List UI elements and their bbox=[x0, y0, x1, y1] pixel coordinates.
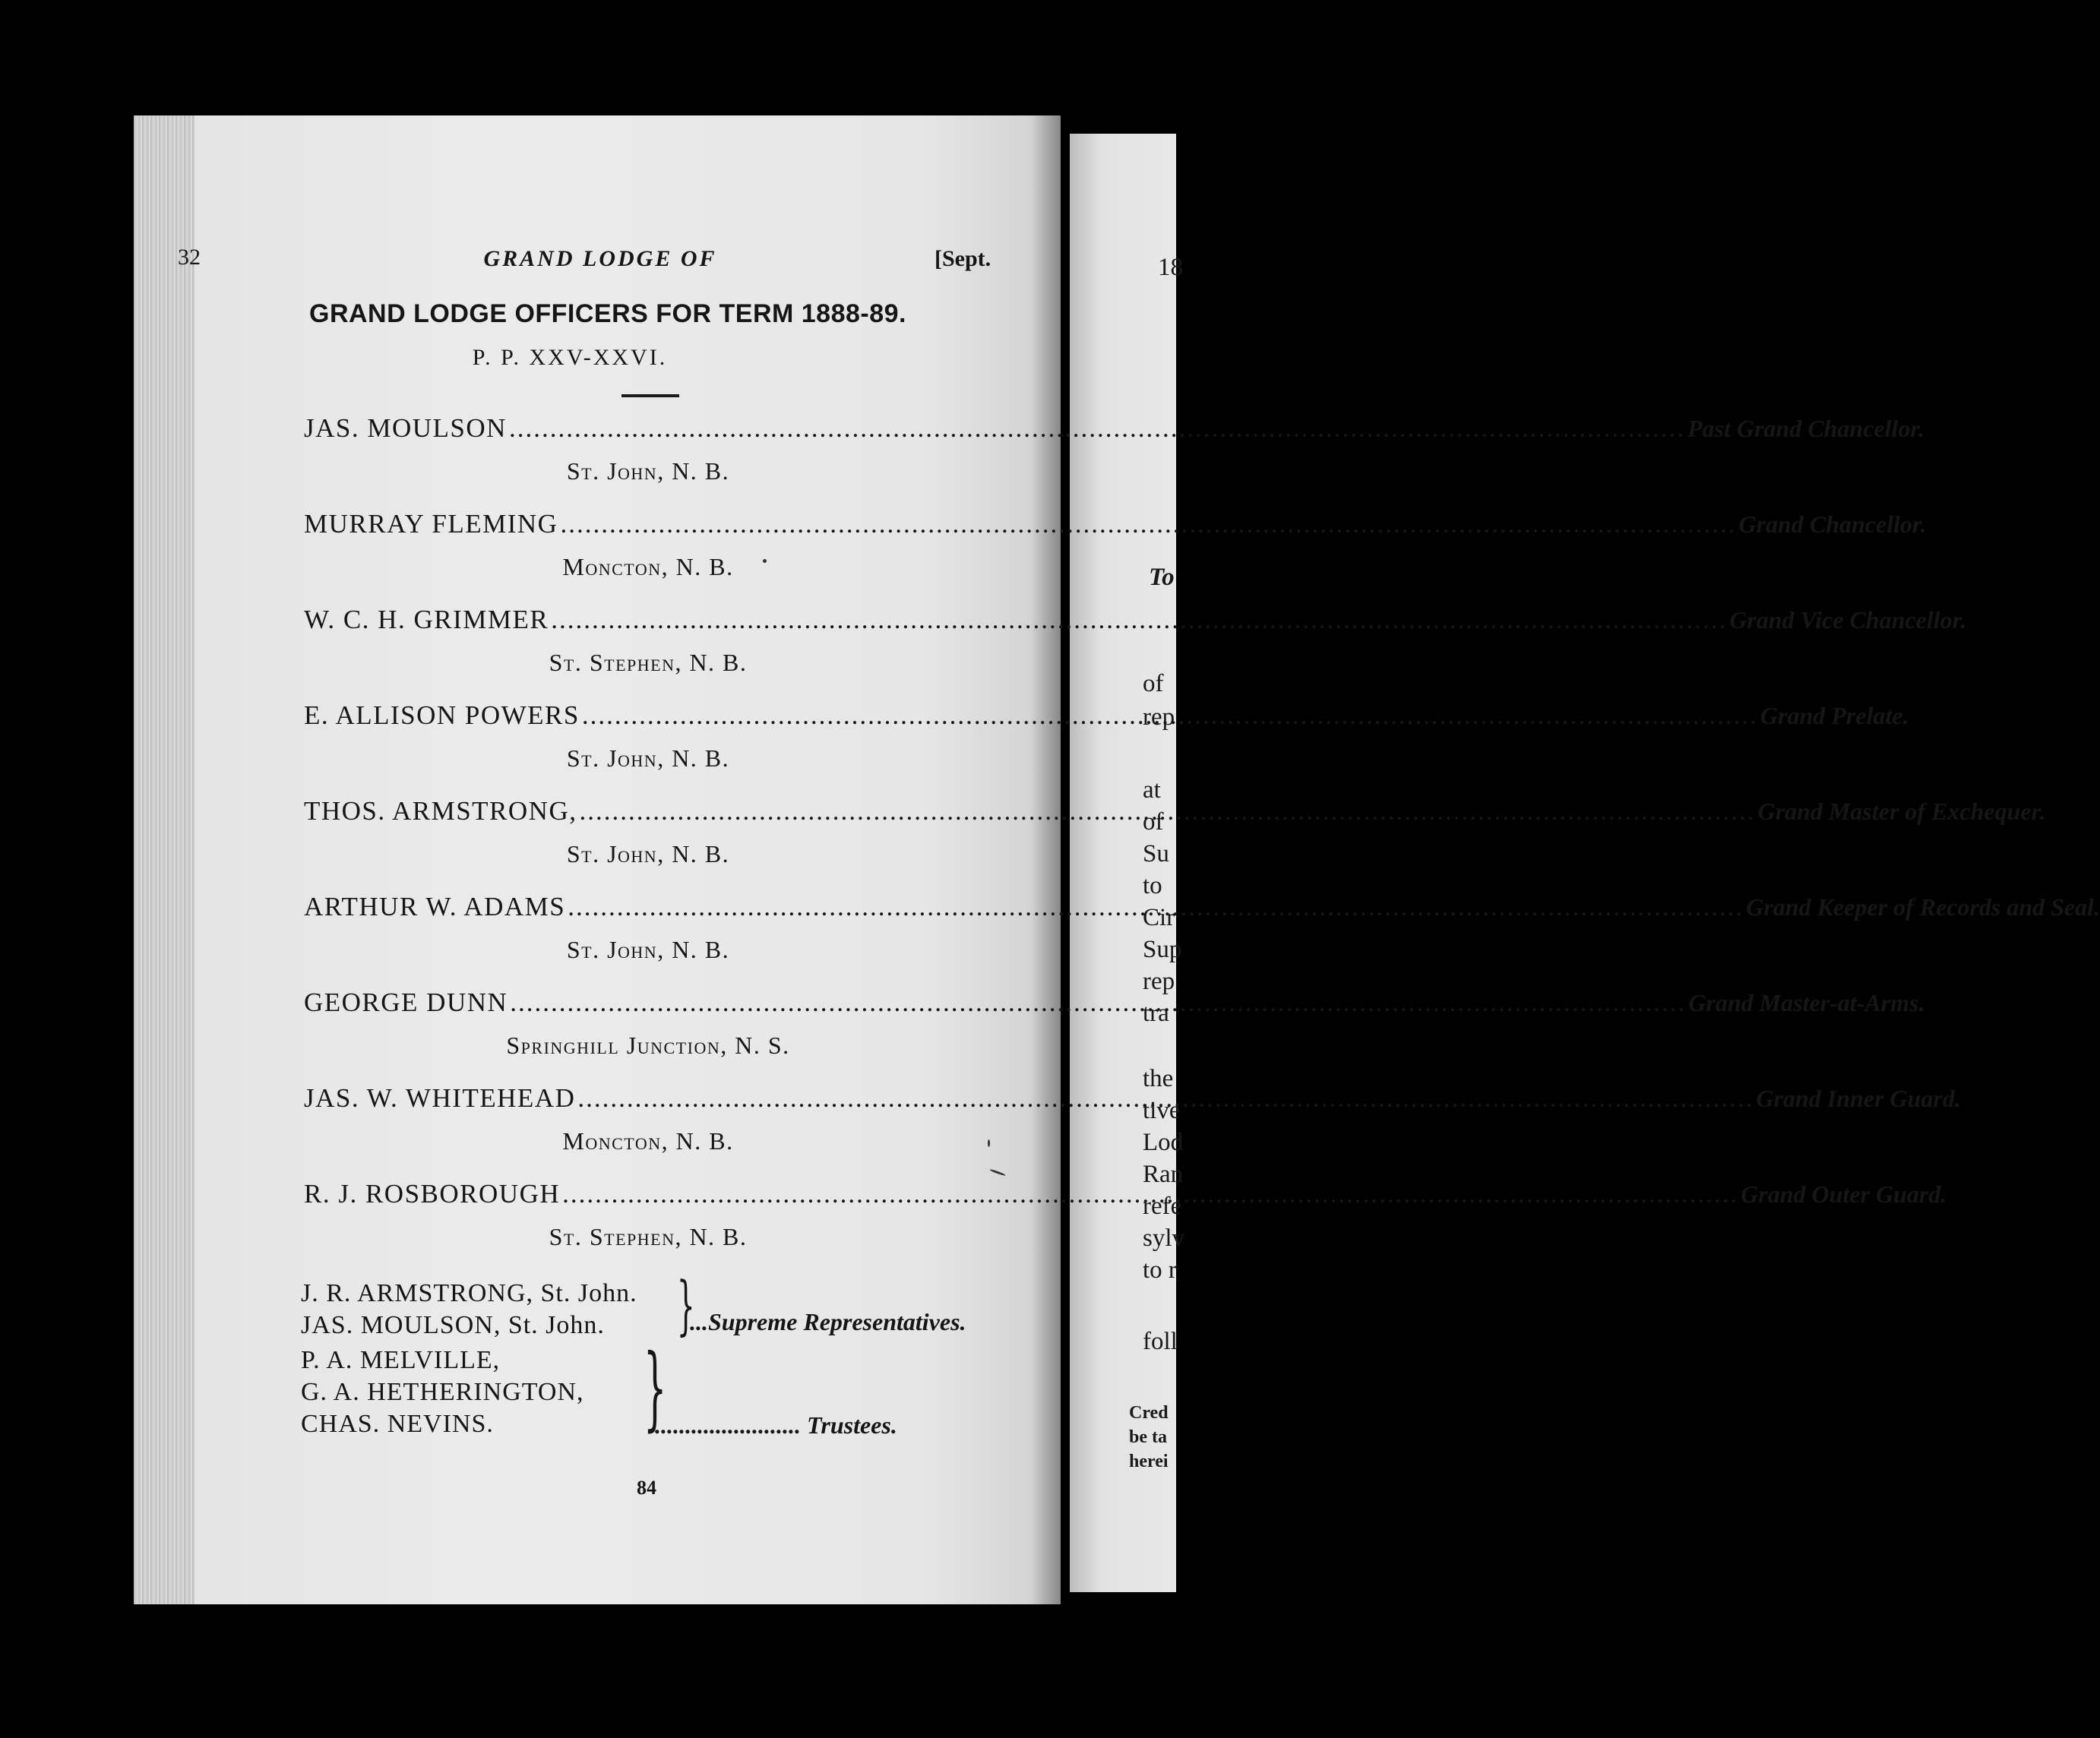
trustee-name: CHAS. NEVINS. bbox=[301, 1410, 494, 1438]
page-heading: GRAND LODGE OFFICERS FOR TERM 1888-89. bbox=[309, 299, 906, 328]
representative-name: J. R. ARMSTRONG, St. John. bbox=[301, 1279, 637, 1307]
representatives-group bbox=[301, 1278, 637, 1341]
heading-rule bbox=[621, 394, 679, 397]
dot-leader bbox=[508, 988, 1688, 1018]
facing-fragment: Sup bbox=[1143, 936, 1182, 963]
trustee-name: G. A. HETHERINGTON, bbox=[301, 1378, 584, 1406]
officer-location: Moncton, N. B. bbox=[562, 1127, 734, 1155]
officer-name: W. C. H. GRIMMER bbox=[304, 605, 549, 634]
officer-name: ARTHUR W. ADAMS bbox=[304, 892, 566, 921]
officer-location: St. John, N. B. bbox=[566, 936, 730, 963]
facing-fragment: at bbox=[1143, 776, 1161, 804]
facing-fragment: of bbox=[1143, 670, 1164, 697]
facing-fragment: to r bbox=[1143, 1256, 1177, 1284]
officer-name: GEORGE DUNN bbox=[304, 988, 508, 1017]
officer-location: Moncton, N. B. bbox=[562, 553, 734, 580]
facing-fragment: the bbox=[1143, 1065, 1174, 1092]
facing-fragment: To bbox=[1149, 564, 1175, 591]
trustees-title: ........................ Trustees. bbox=[655, 1411, 897, 1439]
facing-page bbox=[1070, 134, 1185, 1592]
officer-name: MURRAY FLEMING bbox=[304, 509, 558, 539]
officer-location: St. John, N. B. bbox=[566, 744, 730, 772]
dot-leader bbox=[575, 1083, 1756, 1114]
trustees-group bbox=[301, 1345, 584, 1440]
running-title: GRAND LODGE OF bbox=[483, 246, 717, 271]
officer-name: JAS. MOULSON bbox=[304, 413, 507, 443]
officer-title: Grand Keeper of Records and Seal. bbox=[1746, 893, 2100, 921]
facing-fragment: refe bbox=[1143, 1193, 1182, 1220]
facing-fragment: Cir bbox=[1143, 904, 1175, 931]
officer-name: JAS. W. WHITEHEAD bbox=[304, 1083, 576, 1113]
officer-location: St. Stephen, N. B. bbox=[549, 1223, 748, 1250]
page-number: 32 bbox=[178, 245, 201, 270]
representative-name: JAS. MOULSON, St. John. bbox=[301, 1311, 605, 1339]
officer-location: St. Stephen, N. B. bbox=[549, 649, 748, 676]
facing-fragment: rep bbox=[1143, 703, 1175, 731]
officer-title: Grand Chancellor. bbox=[1738, 510, 1927, 538]
brace-icon: } bbox=[643, 1335, 667, 1441]
facing-fragment: Lod bbox=[1143, 1129, 1184, 1156]
facing-fragment: sylv bbox=[1143, 1224, 1185, 1252]
officer-entry bbox=[304, 413, 1924, 444]
dot-leader bbox=[560, 1179, 1741, 1209]
officer-entry bbox=[304, 605, 1967, 635]
officer-entry bbox=[304, 509, 1927, 539]
officer-title: Grand Vice Chancellor. bbox=[1729, 606, 1967, 634]
facing-fragment: herei bbox=[1129, 1452, 1169, 1471]
facing-fragment: 18 bbox=[1158, 254, 1183, 281]
page-edge-stack bbox=[134, 115, 195, 1604]
officer-title: Past Grand Chancellor. bbox=[1687, 415, 1924, 442]
facing-fragment: foll bbox=[1143, 1328, 1178, 1355]
officer-name: THOS. ARMSTRONG, bbox=[304, 796, 577, 826]
officer-title: Grand Master of Exchequer. bbox=[1757, 798, 2046, 825]
dot-leader bbox=[565, 892, 1746, 922]
facing-fragment: rep bbox=[1143, 968, 1175, 995]
officer-title: Grand Outer Guard. bbox=[1741, 1180, 1947, 1208]
dot-leader bbox=[507, 413, 1687, 444]
dot-leader bbox=[580, 700, 1760, 731]
facing-fragment: tive bbox=[1143, 1097, 1181, 1124]
facing-fragment: be ta bbox=[1129, 1427, 1167, 1447]
trustee-name: P. A. MELVILLE, bbox=[301, 1346, 501, 1374]
facing-fragment: tra bbox=[1143, 1000, 1169, 1027]
dot-leader bbox=[577, 796, 1757, 826]
gutter-shadow bbox=[1030, 115, 1061, 1604]
facing-fragment: to bbox=[1143, 872, 1162, 899]
officer-name: R. J. ROSBOROUGH bbox=[304, 1179, 561, 1209]
facing-fragment: Cred bbox=[1129, 1403, 1169, 1423]
signature-mark: 84 bbox=[637, 1477, 656, 1499]
officer-title: Grand Inner Guard. bbox=[1756, 1085, 1961, 1112]
representatives-names bbox=[301, 1278, 637, 1341]
officer-entry bbox=[304, 796, 2046, 826]
officer-location: St. John, N. B. bbox=[566, 840, 730, 867]
facing-fragment: Su bbox=[1143, 840, 1169, 867]
scan-speck bbox=[763, 559, 767, 563]
representatives-title: ...Supreme Representatives. bbox=[690, 1308, 966, 1335]
page-subheading: P. P. XXV-XXVI. bbox=[472, 345, 668, 370]
trustees-names bbox=[301, 1345, 584, 1440]
officer-title: Grand Prelate. bbox=[1760, 702, 1909, 729]
running-month: [Sept. bbox=[935, 246, 991, 271]
brace-icon: } bbox=[676, 1268, 695, 1342]
officer-location: St. John, N. B. bbox=[566, 457, 730, 485]
officer-title: Grand Master-at-Arms. bbox=[1688, 989, 1925, 1016]
officer-name: E. ALLISON POWERS bbox=[304, 700, 580, 730]
scan-speck bbox=[988, 1139, 990, 1147]
officer-location: Springhill Junction, N. S. bbox=[506, 1032, 790, 1059]
dot-leader bbox=[549, 605, 1729, 635]
facing-fragment: of bbox=[1143, 808, 1164, 836]
facing-fragment: Ran bbox=[1143, 1161, 1184, 1188]
dot-leader bbox=[558, 509, 1738, 539]
